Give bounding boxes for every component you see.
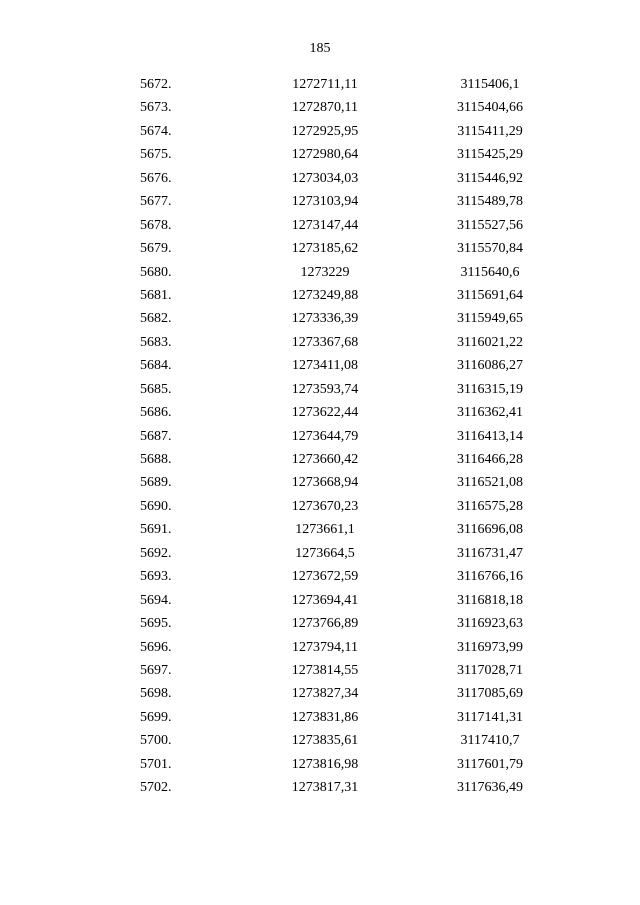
point-number: 5686. <box>140 405 172 421</box>
point-number: 5693. <box>140 569 172 585</box>
point-number: 5691. <box>140 522 172 538</box>
x-coordinate: 1273668,94 <box>291 475 359 491</box>
x-coordinate: 1273817,31 <box>291 780 359 796</box>
table-row <box>0 309 640 332</box>
y-coordinate: 3116021,22 <box>457 334 523 350</box>
point-number: 5683. <box>140 334 172 350</box>
x-coordinate: 1273694,41 <box>291 592 359 608</box>
y-coordinate: 3116766,16 <box>457 569 523 585</box>
table-row <box>0 497 640 520</box>
y-coordinate: 3115404,66 <box>457 100 523 116</box>
point-number: 5701. <box>140 756 172 772</box>
y-coordinate: 3116696,08 <box>457 522 523 538</box>
x-coordinate: 1273367,68 <box>291 334 359 350</box>
y-coordinate: 3116923,63 <box>457 616 523 632</box>
y-coordinate: 3116973,99 <box>457 639 523 655</box>
point-number: 5676. <box>140 170 172 186</box>
x-coordinate: 1273103,94 <box>291 194 359 210</box>
x-coordinate: 1273672,59 <box>291 569 359 585</box>
table-row <box>0 778 640 801</box>
point-number: 5673. <box>140 100 172 116</box>
point-number: 5680. <box>140 264 172 280</box>
point-number: 5698. <box>140 686 172 702</box>
point-number: 5700. <box>140 733 172 749</box>
point-number: 5689. <box>140 475 172 491</box>
y-coordinate: 3117141,31 <box>457 709 523 725</box>
table-row <box>0 684 640 707</box>
y-coordinate: 3116466,28 <box>457 452 523 467</box>
point-number: 5694. <box>140 592 172 608</box>
y-coordinate: 3115425,29 <box>457 147 523 163</box>
x-coordinate: 1272870,11 <box>292 100 358 116</box>
x-coordinate: 1273034,03 <box>291 170 359 186</box>
x-coordinate: 1273664,5 <box>295 545 355 561</box>
x-coordinate: 1273766,89 <box>291 616 359 632</box>
table-row <box>0 708 640 731</box>
point-number: 5682. <box>140 311 172 327</box>
x-coordinate: 1273661,1 <box>295 522 355 538</box>
y-coordinate: 3116413,14 <box>457 428 523 444</box>
table-row <box>0 380 640 403</box>
table-row <box>0 145 640 168</box>
table-row <box>0 122 640 145</box>
x-coordinate: 1273622,44 <box>291 405 359 421</box>
y-coordinate: 3115949,65 <box>457 311 523 327</box>
y-coordinate: 3116362,41 <box>457 405 523 421</box>
point-number: 5690. <box>140 498 172 514</box>
point-number: 5672. <box>140 77 172 92</box>
table-row <box>0 239 640 262</box>
table-row <box>0 427 640 450</box>
x-coordinate: 1272980,64 <box>291 147 359 163</box>
table-row <box>0 567 640 590</box>
y-coordinate: 3115640,6 <box>460 264 520 280</box>
x-coordinate: 1273185,62 <box>291 241 359 257</box>
table-row <box>0 356 640 379</box>
x-coordinate: 1273336,39 <box>291 311 359 327</box>
y-coordinate: 3116818,18 <box>457 592 523 608</box>
table-row <box>0 98 640 121</box>
table-row <box>0 661 640 684</box>
x-coordinate: 1273794,11 <box>292 639 358 655</box>
x-coordinate: 1273831,86 <box>291 709 359 725</box>
x-coordinate: 1272925,95 <box>291 123 359 139</box>
x-coordinate: 1272711,11 <box>292 77 358 92</box>
x-coordinate: 1273660,42 <box>291 452 359 467</box>
point-number: 5702. <box>140 780 172 796</box>
y-coordinate: 3115691,64 <box>457 287 523 303</box>
table-row <box>0 169 640 192</box>
y-coordinate: 3117028,71 <box>457 662 523 678</box>
x-coordinate: 1273593,74 <box>291 381 359 397</box>
point-number: 5677. <box>140 194 172 210</box>
point-number: 5681. <box>140 287 172 303</box>
table-row <box>0 755 640 778</box>
y-coordinate: 3115406,1 <box>460 77 520 92</box>
page-number: 185 <box>309 41 331 56</box>
table-row <box>0 731 640 754</box>
x-coordinate: 1273816,98 <box>291 756 359 772</box>
point-number: 5685. <box>140 381 172 397</box>
y-coordinate: 3115446,92 <box>457 170 523 186</box>
table-row <box>0 75 640 98</box>
point-number: 5678. <box>140 217 172 233</box>
y-coordinate: 3116315,19 <box>457 381 523 397</box>
table-row <box>0 216 640 239</box>
x-coordinate: 1273814,55 <box>291 662 359 678</box>
x-coordinate: 1273644,79 <box>291 428 359 444</box>
table-row <box>0 520 640 543</box>
y-coordinate: 3115411,29 <box>457 123 523 139</box>
table-row <box>0 403 640 426</box>
y-coordinate: 3115527,56 <box>457 217 523 233</box>
table-row <box>0 591 640 614</box>
table-row <box>0 333 640 356</box>
x-coordinate: 1273835,61 <box>291 733 359 749</box>
point-number: 5684. <box>140 358 172 374</box>
y-coordinate: 3117085,69 <box>457 686 523 702</box>
x-coordinate: 1273229 <box>300 264 350 280</box>
point-number: 5695. <box>140 616 172 632</box>
table-row <box>0 286 640 309</box>
y-coordinate: 3115570,84 <box>457 241 523 257</box>
point-number: 5688. <box>140 452 172 467</box>
table-row <box>0 544 640 567</box>
y-coordinate: 3117601,79 <box>457 756 523 772</box>
point-number: 5679. <box>140 241 172 257</box>
coordinates-table <box>0 75 640 802</box>
y-coordinate: 3116521,08 <box>457 475 523 491</box>
x-coordinate: 1273147,44 <box>291 217 359 233</box>
y-coordinate: 3116086,27 <box>457 358 523 374</box>
point-number: 5699. <box>140 709 172 725</box>
y-coordinate: 3117636,49 <box>457 780 523 796</box>
table-row <box>0 263 640 286</box>
x-coordinate: 1273670,23 <box>291 498 359 514</box>
table-row <box>0 638 640 661</box>
point-number: 5692. <box>140 545 172 561</box>
point-number: 5687. <box>140 428 172 444</box>
y-coordinate: 3117410,7 <box>460 733 520 749</box>
y-coordinate: 3115489,78 <box>457 194 523 210</box>
x-coordinate: 1273827,34 <box>291 686 359 702</box>
table-row <box>0 614 640 637</box>
point-number: 5697. <box>140 662 172 678</box>
table-row <box>0 473 640 496</box>
point-number: 5696. <box>140 639 172 655</box>
table-row <box>0 450 640 473</box>
y-coordinate: 3116575,28 <box>457 498 523 514</box>
y-coordinate: 3116731,47 <box>457 545 523 561</box>
x-coordinate: 1273249,88 <box>291 287 359 303</box>
point-number: 5674. <box>140 123 172 139</box>
point-number: 5675. <box>140 147 172 163</box>
table-row <box>0 192 640 215</box>
x-coordinate: 1273411,08 <box>292 358 358 374</box>
